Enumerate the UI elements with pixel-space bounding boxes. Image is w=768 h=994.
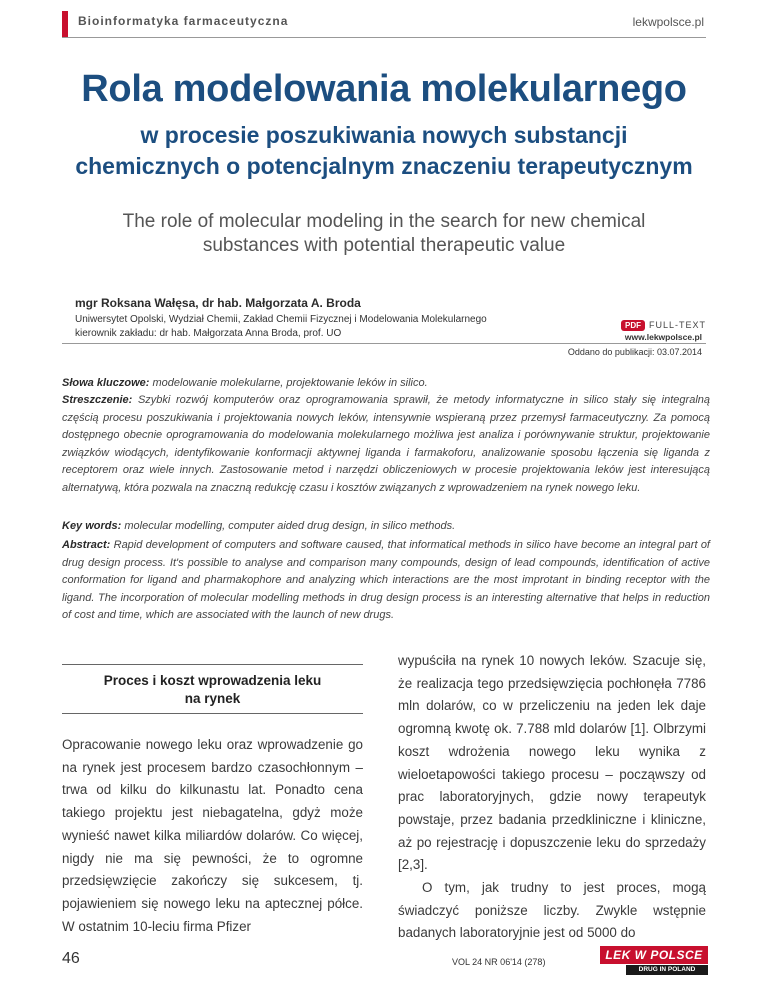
keywords-pl-text: modelowanie molekularne, projektowanie leków in silico. [152,377,428,389]
body-right-paragraph-2: O tym, jak trudny to jest proces, mogą świadczyć poniższe liczby. Zwykle wstępnie badanych laboratoryjnie jest od 5000 do [398,880,706,941]
journal-logo [600,946,708,976]
author-names: mgr Roksana Wałęsa, dr hab. Małgorzata A. Broda [75,296,361,310]
abstract-pl-text: Szybki rozwój komputerów oraz oprogramowania sprawił, że metody informatyczne in silico stały się integralną częścią procesu poszukiwania i projektowania nowych leków, intensywnie wspieraną przez przemysł farmaceutyczny. Za pomocą dostępnego obecnie oprogramowania do modelowania molekularnego możliwa jest analiza i porównywanie struktur, projektowanie związków wiodących, identyfikowanie konformacji aktywnej liganda i farmakoforu, analizowanie sposobu łączenia się liganda z receptorem oraz wiele innych. Zastosowanie metod i narzędzi obliczeniowych w procesie projektowania leków jest interesującą alternatywą, która pozwala na znaczną redukcję czasu i kosztów związanych z wprowadzeniem na rynek nowego leku. [62,394,710,494]
affiliation-line-1: Uniwersytet Opolski, Wydział Chemii, Zakład Chemii Fizycznej i Modelowania Molekularnego [75,314,487,325]
publication-divider [62,343,706,344]
body-right-paragraph-1: wypuściła na rynek 10 nowych leków. Szacuje się, że realizacja tego przedsięwzięcia pochłonęła 7786 mln dolarów, co w przeliczeniu na jeden lek daje ogromną kwotę ok. 7.788 mld dolarów [1]. Olbrzymi koszt wdrożenia nowego leku wynika z wieloetapowości takiego procesu – począwszy od prac laboratoryjnych, gdzie nowy terapeutyk powstaje, przez badania przedkliniczne i kliniczne, aż po rejestrację i dopuszczenie leku do sprzedaży [2,3]. [398,653,706,873]
section-color-bar [62,11,68,37]
section-heading [62,672,363,708]
english-title: The role of molecular modeling in the search for new chemical substances with potential therapeutic value [122,211,646,256]
section-heading-line-2: na rynek [184,691,241,706]
subtitle-line-1: w procesie poszukiwania nowych substancji [140,122,628,148]
keywords-pl-label: Słowa kluczowe: [62,377,150,389]
logo-main-text: LEK W POLSCE [600,946,708,964]
body-left-paragraph: Opracowanie nowego leku oraz wprowadzenie go na rynek jest procesem bardzo czasochłonnym – trwa od kilku do kilkunastu lat. Ponadto cena takiego projektu jest niebagatelna, gdyż może wynieść nawet kilka miliardów dolarów. Co więcej, nigdy nie ma się pewności, że to ogromne przedsięwzięcie zakończy się sukcesem, tj. pojawieniem się nowego leku na aptecznej półce. W ostatnim 10-leciu firma Pfizer [62,737,363,934]
keywords-en-text: molecular modelling, computer aided drug design, in silico methods. [124,520,456,532]
section-label: Bioinformatyka farmaceutyczna [78,14,289,28]
fulltext-label[interactable]: FULL-TEXT [649,320,707,330]
affiliation-line-2: kierownik zakładu: dr hab. Małgorzata Anna Broda, prof. UO [75,328,342,339]
abstract-en-label: Abstract: [62,539,111,551]
abstract-en [62,537,710,625]
section-rule-top [62,664,363,665]
subtitle-line-2: chemicznych o potencjalnym znaczeniu terapeutycznym [75,153,693,179]
pdf-badge-icon[interactable]: PDF [621,320,645,331]
abstract-en-text: Rapid development of computers and software caused, that informatical methods in silico have become an integral part of drug design process. It's possible to analyse and comparison many compounds, design of lead compounds, identification of active conformation for ligand and pharmakophore and analyzing which interactions are the most improtant in binding receptor with the ligand. The incorporation of molecular modelling methods in drug design process is an interesting alternative that helps in reduction of cost and time, which are associated with the launch of new drugs. [62,539,710,621]
keywords-pl [62,375,710,393]
page-number: 46 [62,950,80,967]
header-divider [62,37,706,38]
author-affiliation [75,313,487,341]
header-site-link[interactable]: lekwpolsce.pl [632,15,704,29]
keywords-en-label: Key words: [62,520,122,532]
article-subtitle [0,120,768,182]
volume-info: VOL 24 NR 06'14 (278) [452,957,546,967]
abstract-pl-label: Streszczenie: [62,394,133,406]
abstract-pl [62,392,710,497]
publication-date: Oddano do publikacji: 03.07.2014 [567,347,702,357]
logo-sub-text: DRUG IN POLAND [626,965,708,975]
article-title: Rola modelowania molekularnego [81,68,687,110]
fulltext-site-link[interactable]: www.lekwpolsce.pl [624,332,702,342]
section-heading-line-1: Proces i koszt wprowadzenia leku [103,673,322,688]
section-rule-bottom [62,713,363,714]
keywords-en [62,518,710,536]
body-right-column [398,650,706,945]
